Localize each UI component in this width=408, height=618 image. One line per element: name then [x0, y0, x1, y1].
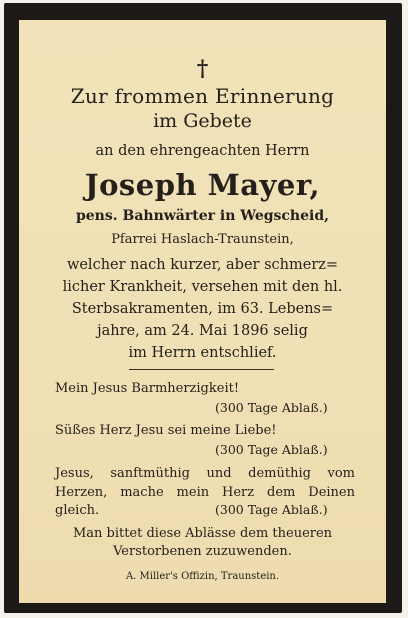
heading-line-1: Zur frommen Erinnerung: [70, 84, 335, 108]
prayer-3-line: Jesus, sanftmüthig und demüthig vom: [55, 466, 355, 481]
prayer-3-last: gleich.: [55, 503, 100, 518]
memorial-card: [4, 3, 402, 613]
prayer-3-line: Herzen, mache mein Herz dem Deinen: [55, 485, 355, 500]
cross-icon: †: [196, 56, 209, 82]
prayer-2: Süßes Herz Jesu sei meine Liebe!: [55, 423, 277, 438]
indulgence-2: (300 Tage Ablaß.): [215, 442, 328, 457]
heading-line-2: im Gebete: [153, 110, 252, 132]
biography-line: Sterbsakramenten, im 63. Lebens=: [71, 301, 334, 317]
dedication: an den ehrengeachten Herrn: [95, 143, 310, 159]
parish: Pfarrei Haslach-Traunstein,: [111, 232, 294, 247]
indulgence-1: (300 Tage Ablaß.): [215, 400, 328, 415]
biography-line: licher Krankheit, versehen mit den hl.: [62, 279, 343, 295]
indulgence-3: (300 Tage Ablaß.): [215, 502, 328, 517]
biography-line: welcher nach kurzer, aber schmerz=: [66, 257, 339, 273]
printer-imprint: A. Miller's Offizin, Traunstein.: [125, 571, 280, 582]
card-paper: [19, 20, 386, 603]
deceased-name: Joseph Mayer,: [84, 168, 321, 202]
closing-line: Man bittet diese Ablässe dem theueren: [72, 526, 333, 541]
biography-line: im Herrn entschlief.: [128, 345, 277, 361]
prayer-1: Mein Jesus Barmherzigkeit!: [55, 381, 240, 396]
closing-line: Verstorbenen zuzuwenden.: [113, 544, 292, 559]
occupation: pens. Bahnwärter in Wegscheid,: [75, 208, 329, 224]
divider-rule: [129, 369, 274, 370]
biography-line: jahre, am 24. Mai 1896 selig: [97, 323, 308, 339]
